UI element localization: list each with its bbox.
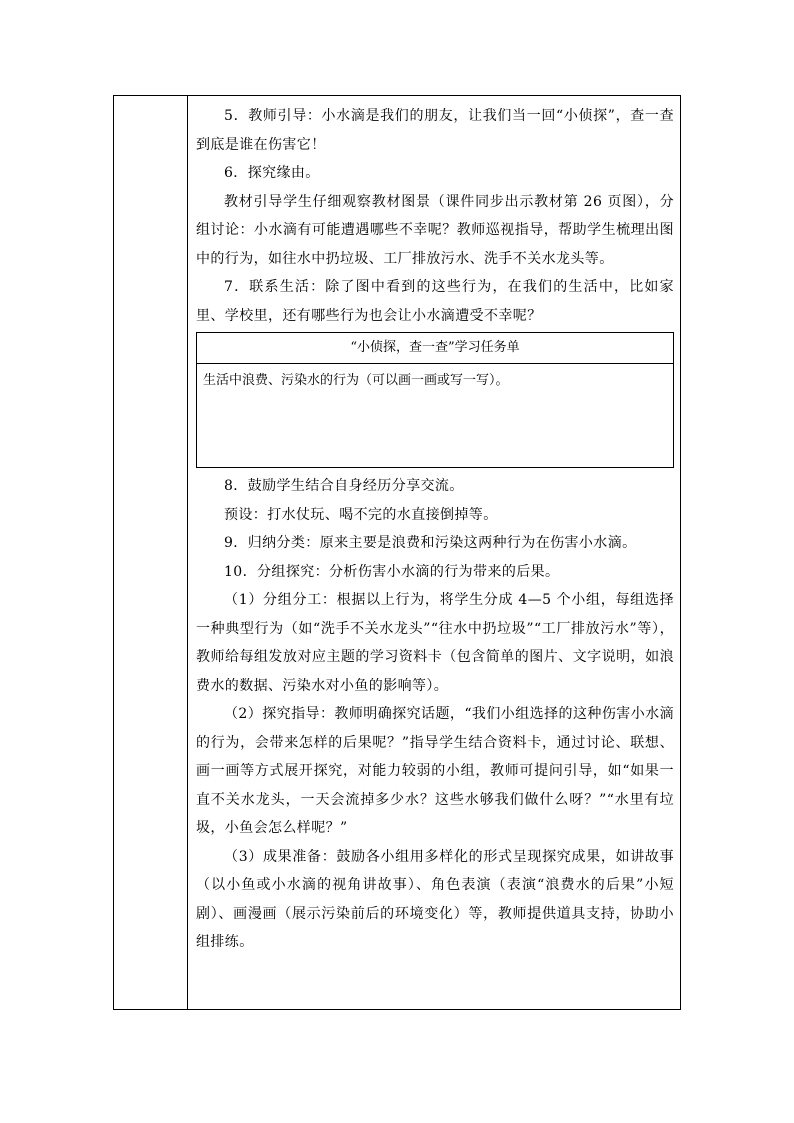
content-cell <box>196 102 674 957</box>
paragraph-step-7: 7．联系生活：除了图中看到的这些行为，在我们的生活中，比如家里、学校里，还有哪些行为也会让小水滴遭受不幸呢？ <box>196 279 674 324</box>
paragraph-substep-2: （2）探究指导：教师明确探究话题，“我们小组选择的这种伤害小水滴的行为，会带来怎样的后果呢？”指导学生结合资料卡，通过讨论、联想、画一画等方式展开探究，对能力较弱的小组，教师可提问引导，如“如果一直不关水龙头，一天会流掉多少水？这些水够我们做什么呀？”“水里有垃圾，小鱼会怎么样呢？” <box>196 706 674 836</box>
left-column-cell <box>114 96 188 1009</box>
lesson-table <box>113 95 681 1010</box>
paragraph-step-8: 8．鼓励学生结合自身经历分享交流。 <box>224 478 464 494</box>
task-card-body <box>197 364 673 467</box>
paragraph-textbook-guidance: 教材引导学生仔细观察教材图景（课件同步出示教材第 26 页图），分组讨论：小水滴有可能遭遇哪些不幸呢？教师巡视指导，帮助学生梳理出图中的行为，如往水中扔垃圾、工厂排放污水、洗手不关水龙头等。 <box>196 193 674 267</box>
paragraph-step-6: 6．探究缘由。 <box>224 165 320 181</box>
task-card-prompt: 生活中浪费、污染水的行为（可以画一画或写一写）。 <box>203 373 509 388</box>
paragraph-step-9: 9．归纳分类：原来主要是浪费和污染这两种行为在伤害小水滴。 <box>224 535 637 551</box>
paragraph-substep-3: （3）成果准备：鼓励各小组用多样化的形式呈现探究成果，如讲故事（以小鱼或小水滴的视角讲故事）、角色表演（表演“浪费水的后果”小短剧）、画漫画（展示污染前后的环境变化）等，教师提供道具支持，协助小组排练。 <box>196 848 674 950</box>
paragraph-substep-1: （1）分组分工：根据以上行为，将学生分成 4—5 个小组，每组选择一种典型行为（如“洗手不关水龙头”“往水中扔垃圾”“工厂排放污水”等），教师给每组发放对应主题的学习资料卡（包含简单的图片、文字说明，如浪费水的数据、污染水对小鱼的影响等）。 <box>196 592 674 694</box>
paragraph-preset: 预设：打水仗玩、喝不完的水直接倒掉等。 <box>224 506 498 523</box>
paragraph-step-5: 5．教师引导：小水滴是我们的朋友，让我们当一回“小侦探”，查一查到底是谁在伤害它！ <box>196 108 674 153</box>
task-card <box>196 332 674 468</box>
paragraph-step-10: 10．分组探究：分析伤害小水滴的行为带来的后果。 <box>224 563 560 580</box>
task-card-title: “小侦探，查一查”学习任务单 <box>197 333 673 364</box>
